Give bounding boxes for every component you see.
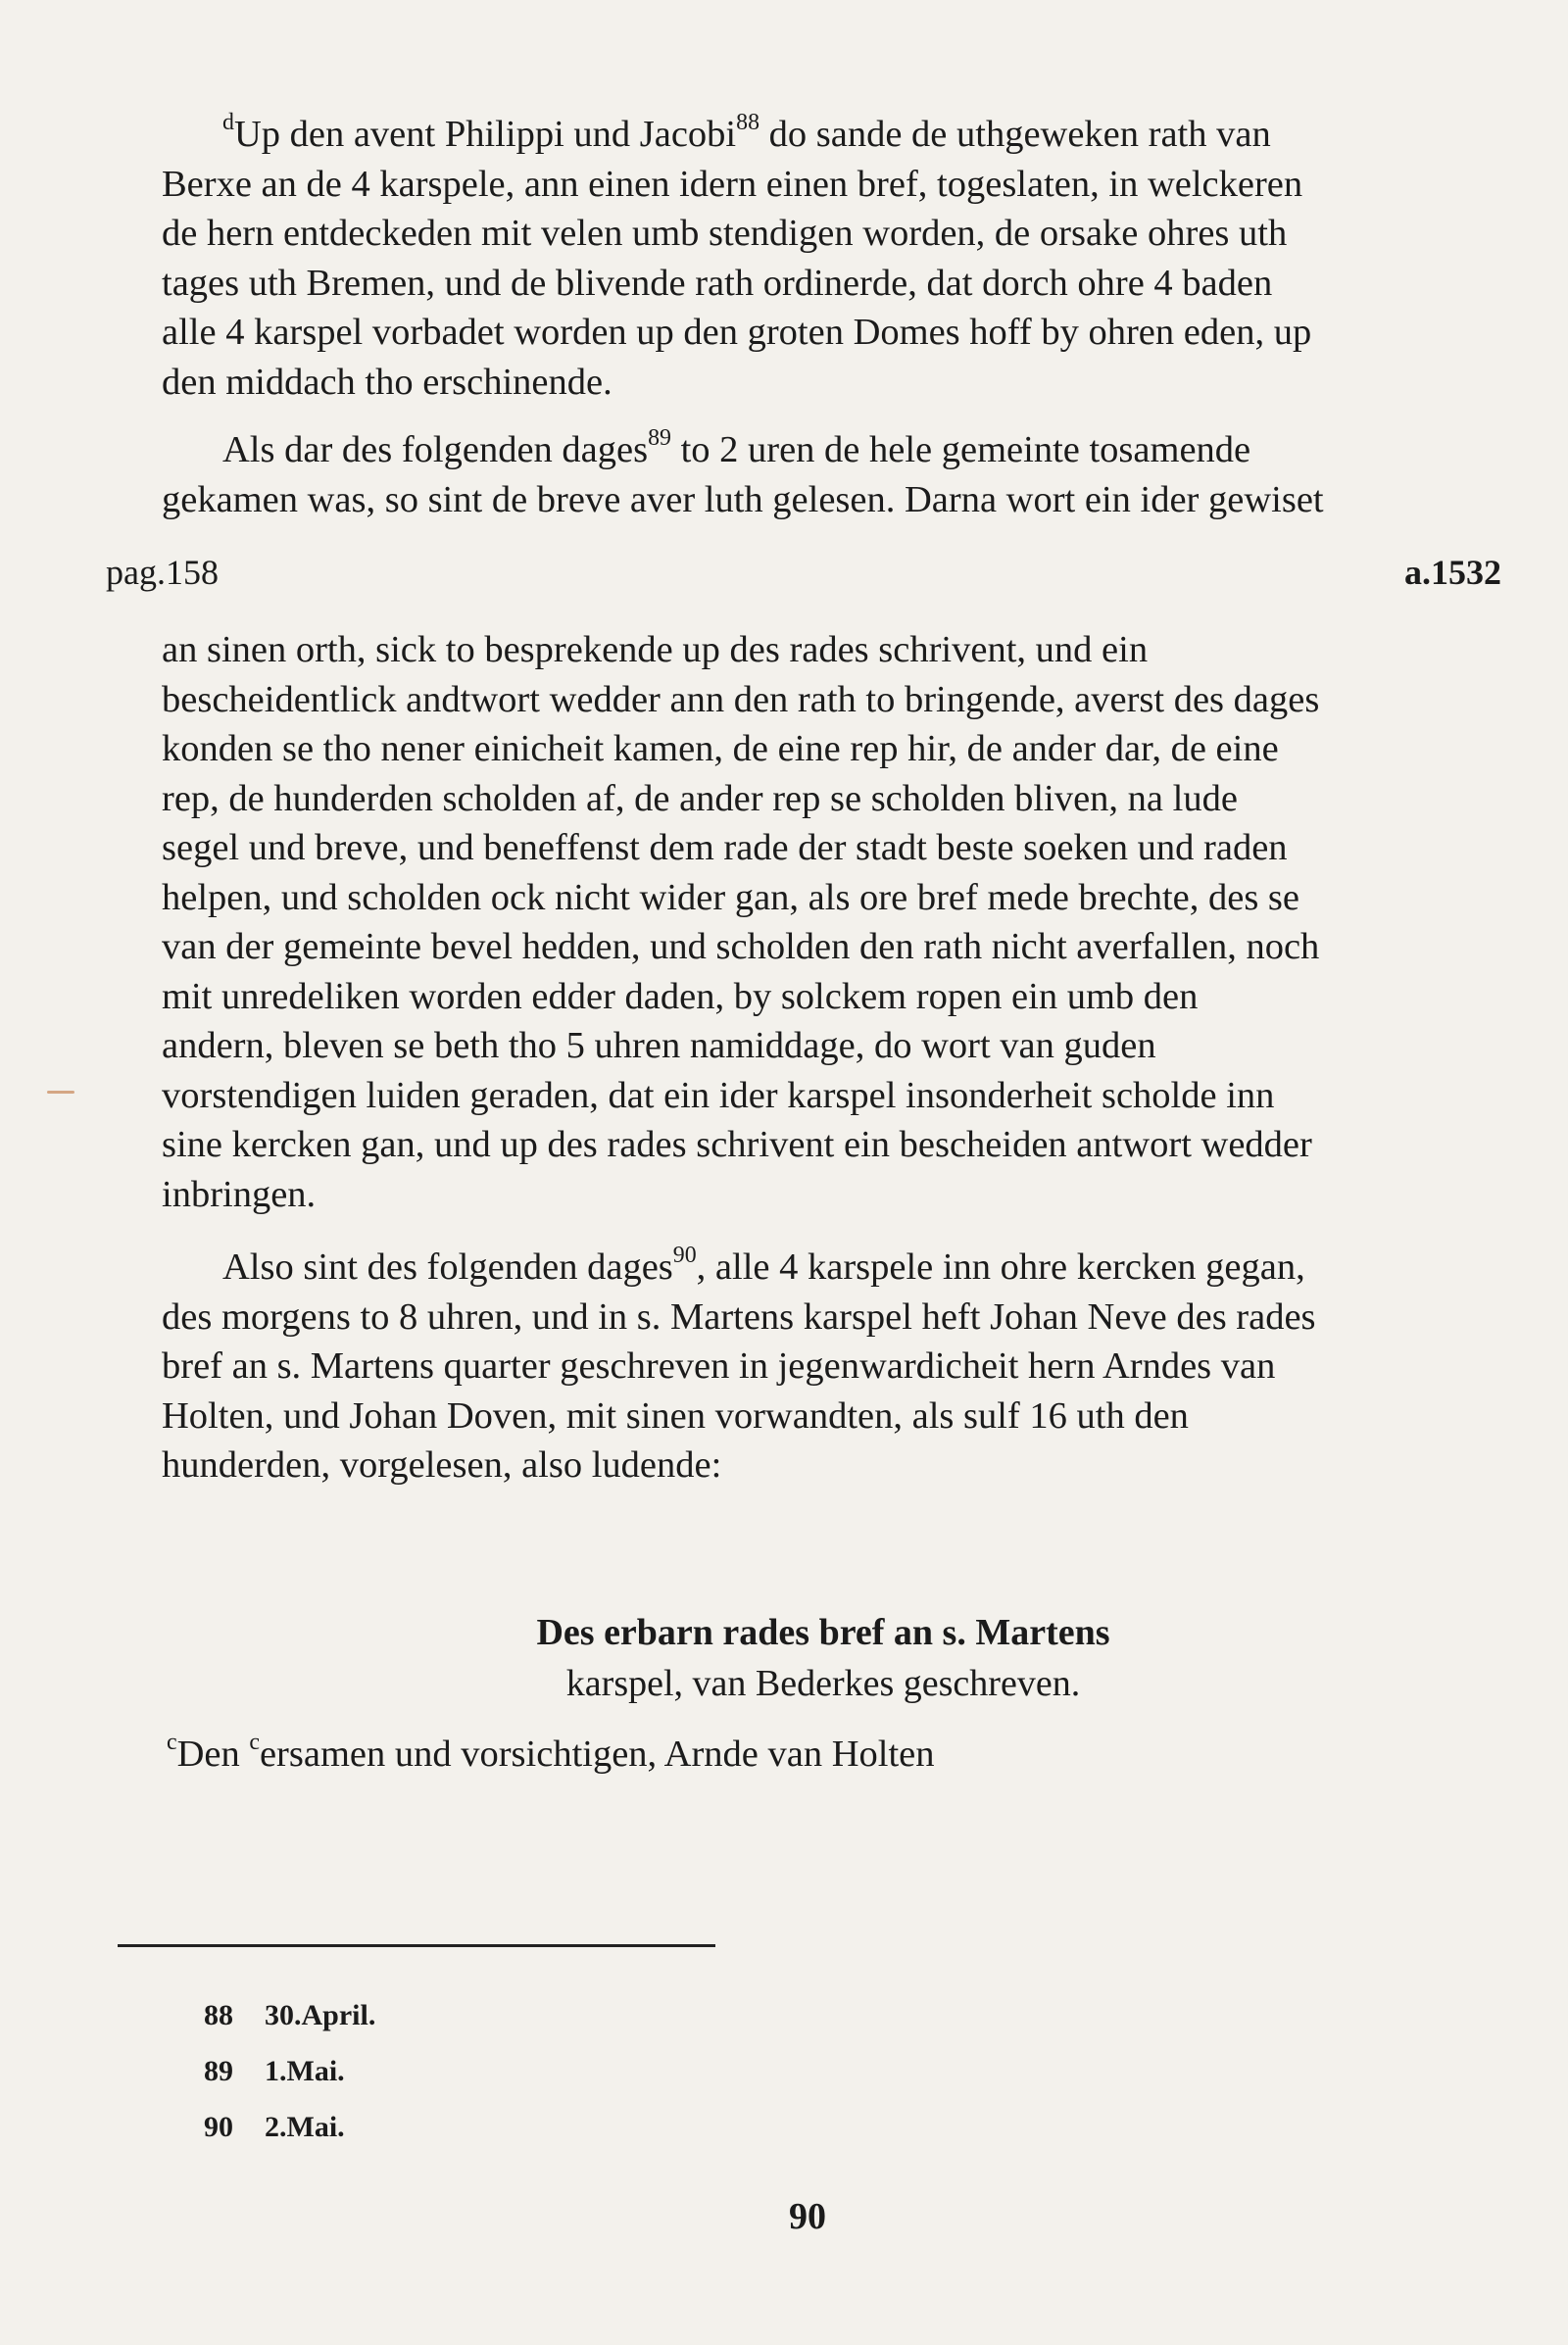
letter-heading <box>0 1607 1568 1709</box>
paragraph-line: van der gemeinte bevel hedden, und scholden den rath nicht averfallen, noch <box>162 926 1320 967</box>
paragraph-line: Als dar des folgenden dages$^{89}$ to 2 uren de hele gemeinte tosamende <box>222 424 1251 470</box>
year-reference: a.1532 <box>1404 553 1501 592</box>
footnote-text: 1.Mai. <box>265 2055 345 2087</box>
paragraph-line: alle 4 karspel vorbadet worden up den groten Domes hoff by ohren eden, up <box>162 312 1312 353</box>
paragraph-line: andern, bleven se beth tho 5 uhren namiddage, do wort van guden <box>162 1025 1156 1066</box>
paragraph-line: Also sint des folgenden dages$^{90}$, alle 4 karspele inn ohre kercken gegan, <box>222 1242 1305 1288</box>
footnote-number: 88 <box>204 1999 233 2031</box>
paragraph-line: den middach tho erschinende. <box>162 361 612 403</box>
footnote-90 <box>204 2099 375 2155</box>
paragraph-line: de hern entdeckeden mit velen umb stendigen worden, de orsake ohres uth <box>162 213 1288 254</box>
paragraph-line: vorstendigen luiden geraden, dat ein ider karspel insonderheit scholde inn <box>162 1074 1275 1116</box>
paragraph-line: inbringen. <box>162 1173 317 1215</box>
paragraph-line: an sinen orth, sick to besprekende up des rades schrivent, und ein <box>162 629 1149 670</box>
paragraph-line: hunderden, vorgelesen, also ludende: <box>162 1444 722 1486</box>
paragraph-3 <box>162 625 1465 1219</box>
letter-salutation: $^c$Den $^c$ersamen und vorsichtigen, Arnde van Holten <box>167 1729 935 1775</box>
paragraph-line: bescheidentlick andtwort wedder ann den rath to bringende, averst des dages <box>162 678 1320 720</box>
paragraph-line: Berxe an de 4 karspele, ann einen idern einen bref, togeslaten, in welckeren <box>162 163 1303 205</box>
editorial-marker: c <box>249 1729 260 1755</box>
page-number: 90 <box>789 2196 826 2237</box>
paragraph-line: des morgens to 8 uhren, und in s. Martens karspel heft Johan Neve des rades <box>162 1295 1316 1338</box>
paragraph-line: Holten, und Johan Doven, mit sinen vorwandten, als sulf 16 uth den <box>162 1394 1189 1437</box>
paragraph-line: $^d$Up den avent Philippi und Jacobi$^{88}$ do sande de uthgeweken rath van <box>222 109 1271 155</box>
paragraph-line: bref an s. Martens quarter geschreven in jegenwardicheit hern Arndes van <box>162 1345 1276 1387</box>
letter-heading-title: Des erbarn rades bref an s. Martens <box>536 1612 1110 1653</box>
page-reference: pag.158 <box>106 553 219 592</box>
margin-mark <box>47 1091 74 1094</box>
paragraph-4 <box>162 1243 1465 1490</box>
paragraph-line: gekamen was, so sint de breve aver luth gelesen. Darna wort ein ider gewiset <box>162 478 1324 520</box>
footnote-89 <box>204 2043 375 2099</box>
paragraph-line: konden se tho nener einicheit kamen, de eine rep hir, de ander dar, de eine <box>162 728 1279 769</box>
paragraph-line: mit unredeliken worden edder daden, by solckem ropen ein umb den <box>162 975 1199 1017</box>
paragraph-line: tages uth Bremen, und de blivende rath ordinerde, dat dorch ohre 4 baden <box>162 262 1273 304</box>
editorial-marker: d <box>222 109 234 135</box>
footnote-text: 2.Mai. <box>265 2111 345 2143</box>
footnote-reference-89[interactable]: 89 <box>648 424 671 451</box>
footnote-reference-90[interactable]: 90 <box>672 1242 697 1268</box>
letter-heading-subtitle: karspel, van Bederkes geschreven. <box>565 1663 1081 1704</box>
paragraph-line: sine kercken gan, und up des rades schrivent ein bescheiden antwort wedder <box>162 1124 1312 1165</box>
footnote-number: 89 <box>204 2055 233 2087</box>
paragraph-1 <box>162 110 1465 407</box>
footnote-reference-88[interactable]: 88 <box>736 109 760 135</box>
editorial-marker: c <box>167 1729 177 1755</box>
paragraph-line: rep, de hunderden scholden af, de ander rep se scholden bliven, na lude <box>162 777 1238 819</box>
paragraph-line: helpen, und scholden ock nicht wider gan, als ore bref mede brechte, des se <box>162 876 1299 918</box>
paragraph-line: segel und breve, und beneffenst dem rade der stadt beste soeken und raden <box>162 827 1288 868</box>
footnote-text: 30.April. <box>265 1999 376 2031</box>
footnotes <box>204 1987 375 2155</box>
footnote-88 <box>204 1987 375 2043</box>
footnote-divider <box>118 1944 715 1947</box>
paragraph-2 <box>162 425 1465 524</box>
footnote-number: 90 <box>204 2111 233 2143</box>
